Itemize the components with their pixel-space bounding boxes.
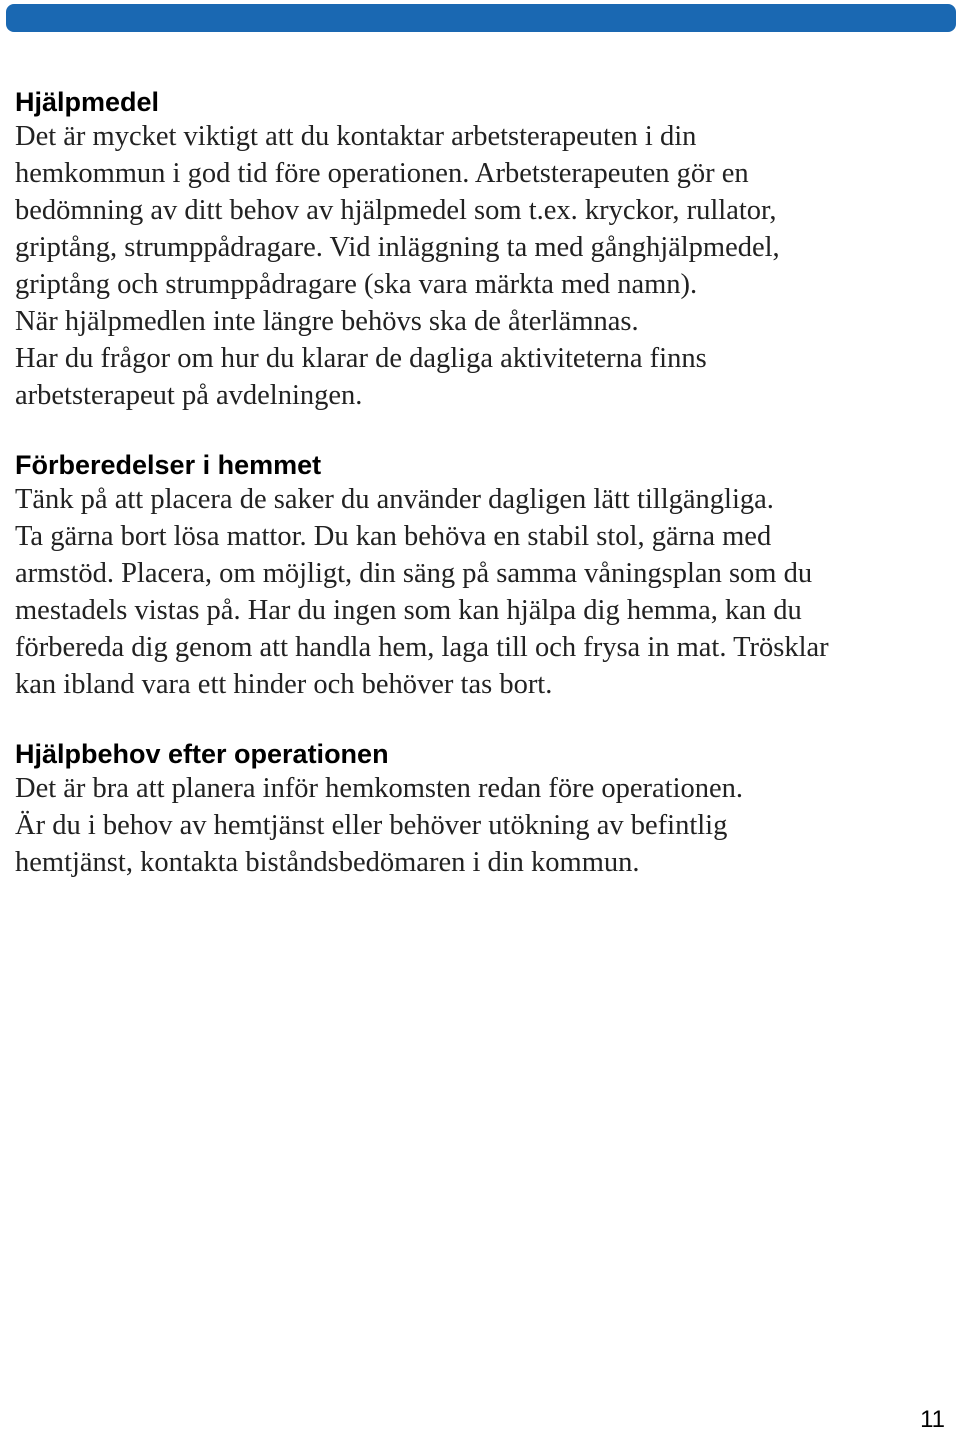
paragraph-line: arbetsterapeut på avdelningen. — [15, 380, 363, 411]
paragraph-line: hemkommun i god tid före operationen. Arbetsterapeuten gör en — [15, 158, 749, 189]
paragraph-line: bedömning av ditt behov av hjälpmedel som t.ex. kryckor, rullator, — [15, 195, 777, 226]
header-bar — [6, 4, 956, 32]
section-hjalpmedel — [15, 86, 950, 414]
paragraph-line: förbereda dig genom att handla hem, laga till och frysa in mat. Trösklar — [15, 632, 829, 663]
paragraph-line: mestadels vistas på. Har du ingen som kan hjälpa dig hemma, kan du — [15, 595, 802, 626]
paragraph-line: Ta gärna bort lösa mattor. Du kan behöva en stabil stol, gärna med — [15, 521, 772, 552]
paragraph-line: kan ibland vara ett hinder och behöver tas bort. — [15, 669, 553, 700]
paragraph-line: griptång och strumppådragare (ska vara märkta med namn). — [15, 269, 698, 300]
paragraph-line: Det är mycket viktigt att du kontaktar arbetsterapeuten i din — [15, 121, 697, 152]
section-hjalpbehov — [15, 738, 950, 881]
paragraph-line: armstöd. Placera, om möjligt, din säng på samma våningsplan som du — [15, 558, 813, 589]
paragraph-line: Det är bra att planera inför hemkomsten redan före operationen. — [15, 773, 744, 804]
paragraph-line: hemtjänst, kontakta biståndsbedömaren i din kommun. — [15, 847, 640, 878]
section-heading: Förberedelser i hemmet — [15, 450, 322, 480]
paragraph-line: Är du i behov av hemtjänst eller behöver utökning av befintlig — [15, 810, 728, 841]
section-forberedelser — [15, 449, 950, 703]
paragraph-line: griptång, strumppådragare. Vid inläggning ta med gånghjälpmedel, — [15, 232, 780, 263]
section-heading: Hjälpbehov efter operationen — [15, 739, 389, 769]
section-heading: Hjälpmedel — [15, 87, 160, 117]
paragraph-line: När hjälpmedlen inte längre behövs ska de återlämnas. — [15, 306, 639, 337]
paragraph-line: Har du frågor om hur du klarar de dagliga aktiviteterna finns — [15, 343, 707, 374]
paragraph-line: Tänk på att placera de saker du använder dagligen lätt tillgängliga. — [15, 484, 774, 515]
page-number: 11 — [920, 1406, 945, 1433]
